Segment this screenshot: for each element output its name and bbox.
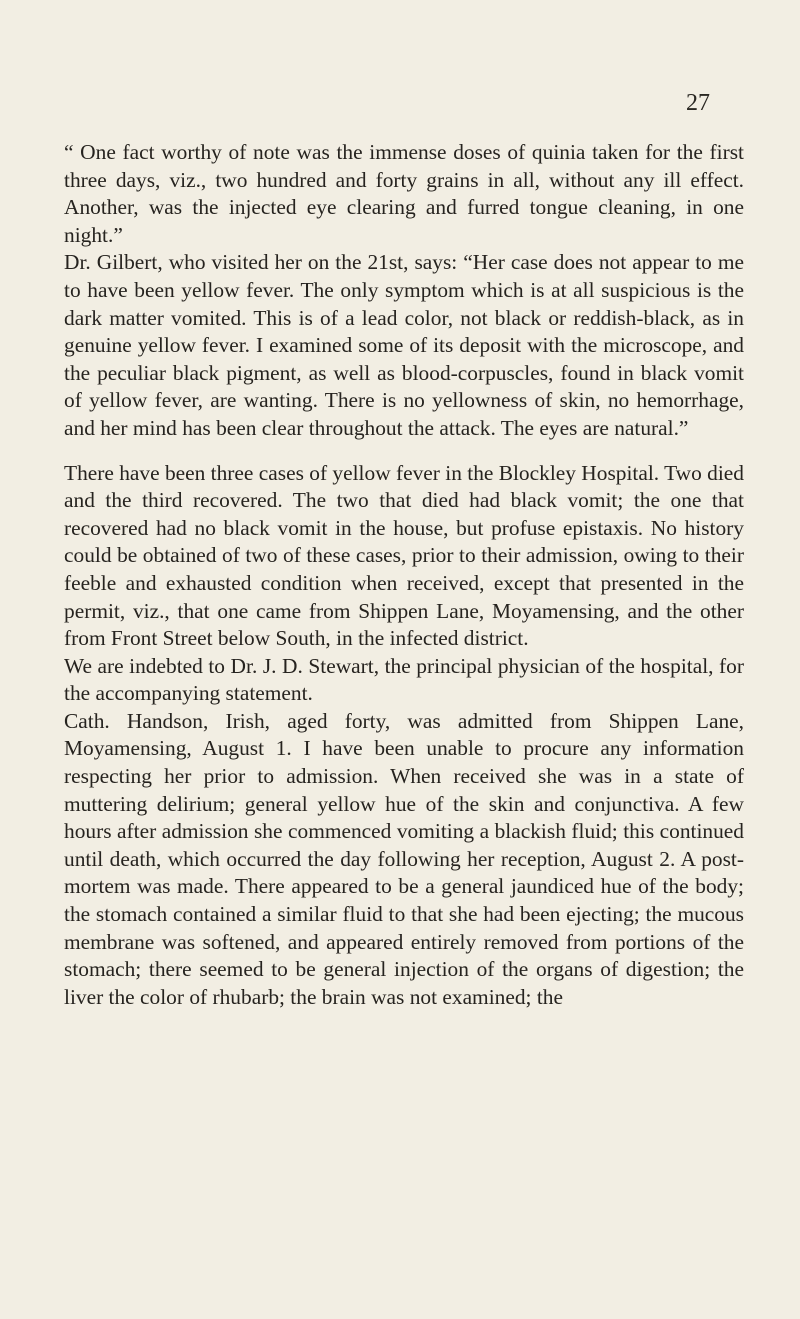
paragraph-blockley-hospital: There have been three cases of yellow fever in the Blockley Hospital. Two died and the third recovered. The two that died had black vomit; the one that recovered had no black vomit in the house, but profuse epistaxis. No history could be obtained of two of these cases, prior to their admission, owing to their feeble and exhausted condition when received, except that presented in the permit, viz., that one came from Shippen Lane, Moyamensing, and the other from Front Street below South, in the infected district. bbox=[64, 460, 744, 651]
paragraph-quinia-quote: “ One fact worthy of note was the immense doses of quinia taken for the first three days, viz., two hundred and forty grains in all, without any ill effect. Another, was the injected eye clearing and furred tongue cleaning, in one night.” bbox=[64, 140, 744, 247]
paragraph-cath-handson: Cath. Handson, Irish, aged forty, was admitted from Shippen Lane, Moyamensing, August 1. I have been unable to procure any information respecting her prior to admission. When received she was in a state of muttering delirium; general yellow hue of the skin and conjunctiva. A few hours after admission she commenced vomiting a blackish fluid; this continued until death, which occurred the day following her reception, August 2. A post-mortem was made. There appeared to be a general jaundiced hue of the body; the stomach contained a similar fluid to that she had been ejecting; the mucous membrane was softened, and appeared entirely removed from portions of the stomach; there seemed to be general injection of the organs of digestion; the liver the color of rhubarb; the brain was not examined; the bbox=[64, 708, 744, 1009]
page-number: 27 bbox=[686, 90, 710, 116]
paragraph-dr-stewart: We are indebted to Dr. J. D. Stewart, the principal physician of the hospital, for the accompanying statement. bbox=[64, 653, 744, 706]
paragraph-dr-gilbert: Dr. Gilbert, who visited her on the 21st, says: “Her case does not appear to me to have been yellow fever. The only symptom which is at all suspicious is the dark matter vomited. This is of a lead color, not black or reddish-black, as in genuine yellow fever. I examined some of its deposit with the microscope, and the peculiar black pigment, as well as blood-corpuscles, found in black vomit of yellow fever, are wanting. There is no yellowness of skin, no hemorrhage, and her mind has been clear throughout the attack. The eyes are natural.” bbox=[64, 250, 744, 440]
body-text bbox=[64, 139, 744, 1011]
